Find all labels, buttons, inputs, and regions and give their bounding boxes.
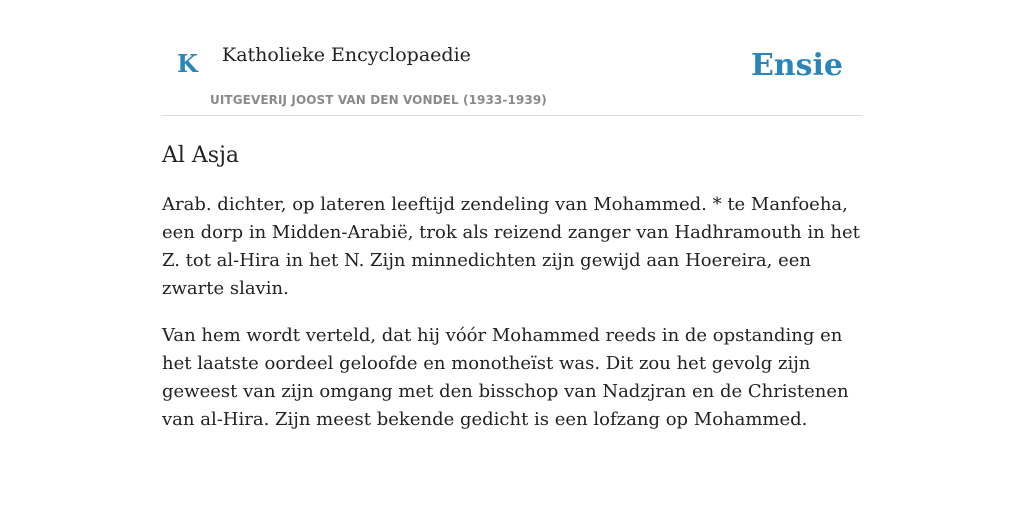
publisher-label: UITGEVERIJ JOOST VAN DEN VONDEL (1933-1939): [210, 93, 547, 107]
article-paragraph: Arab. dichter, op lateren leeftijd zendeling van Mohammed. * te Manfoeha, een dorp in Midden-Arabië, trok als reizend zanger van Hadhramouth in het Z. tot al-Hira in het N. Zijn minnedichten zijn gewijd aan Hoereira, een zwarte slavin.: [162, 194, 860, 299]
site-header: [162, 0, 862, 116]
ensie-brand-link[interactable]: Ensie: [750, 48, 843, 83]
site-title[interactable]: Katholieke Encyclopaedie: [222, 44, 471, 66]
article-title: Al Asja: [162, 143, 240, 168]
page: [162, 0, 862, 434]
article: [162, 142, 862, 434]
encyclopedia-logo-icon[interactable]: K: [177, 49, 198, 78]
article-paragraph: Van hem wordt verteld, dat hij vóór Mohammed reeds in de opstanding en het laatste oordeel geloofde en monotheïst was. Dit zou het gevolg zijn geweest van zijn omgang met den bisschop van Nadzjran en de Christenen van al-Hira. Zijn meest bekende gedicht is een lofzang op Mohammed.: [162, 325, 849, 430]
